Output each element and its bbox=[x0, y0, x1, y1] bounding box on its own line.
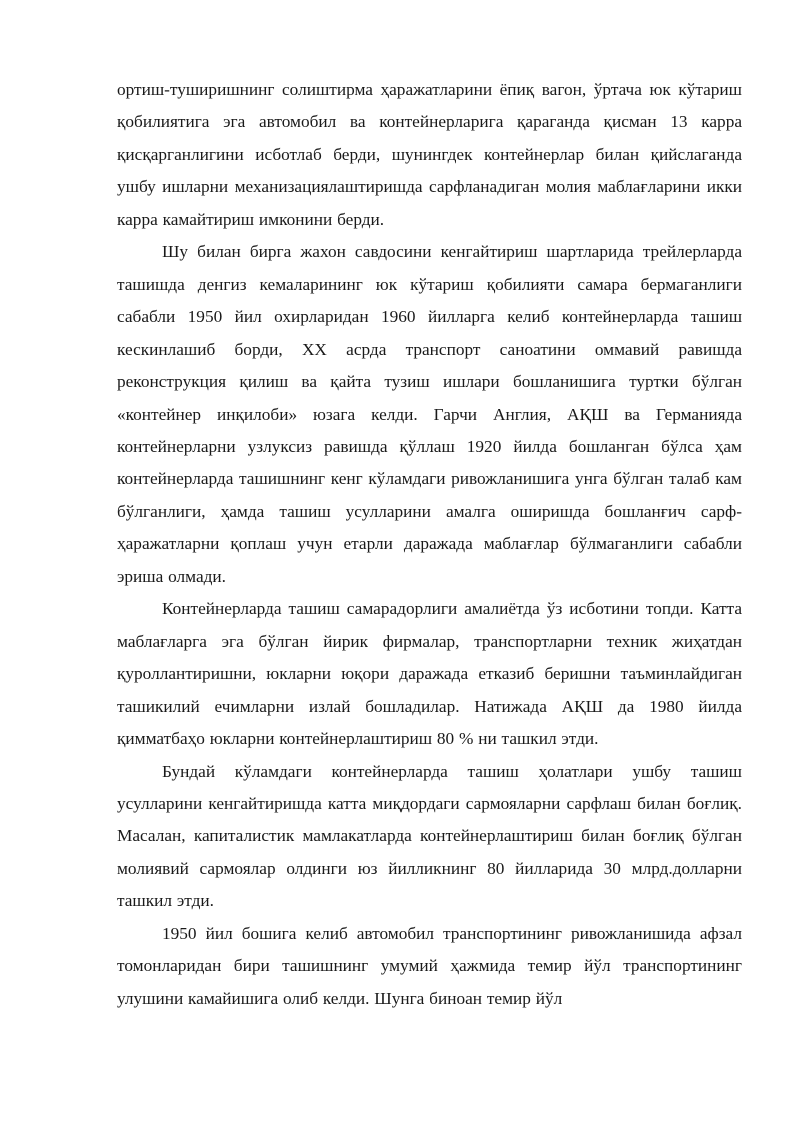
paragraph-2: Шу билан бирга жахон савдосини кенгайтириш шартларида трейлерларда ташишда денгиз кемаларининг юк кўтариш қобилияти самара бермаганлиги сабабли 1950 йил охирларидан 1960 йилларга келиб контейнерларда ташиш кескинлашиб борди, XX асрда транспорт саноатини оммавий равишда реконструкция қилиш ва қайта тузиш ишлари бошланишига туртки бўлган «контейнер инқилоби» юзага келди. Гарчи Англия, АҚШ ва Германияда контейнерларни узлуксиз равишда қўллаш 1920 йилда бошланган бўлса ҳам контейнерларда ташишнинг кенг кўламдаги ривожланишига унга бўлган талаб кам бўлганлиги, ҳамда ташиш усулларини амалга оширишда бошланғич сарф-ҳаражатларни қоплаш учун етарли даражада маблағлар бўлмаганлиги сабабли эриша олмади. bbox=[117, 242, 742, 586]
paragraph-1: ортиш-туширишнинг солиштирма ҳаражатларини ёпиқ вагон, ўртача юк кўтариш қобилиятига эга автомобил ва контейнерларига қараганда қисман 13 карра қисқарганлигини исботлаб берди, шунингдек контейнерлар билан қийслаганда ушбу ишларни механизациялаштиришда сарфланадиган молия маблағларини икки карра камайтириш имконини берди. bbox=[117, 80, 742, 229]
paragraph-4: Бундай кўламдаги контейнерларда ташиш ҳолатлари ушбу ташиш усулларини кенгайтиришда катта миқдордаги сармояларни сарфлаш билан боғлиқ. Масалан, капиталистик мамлакатларда контейнерлаштириш билан боғлиқ бўлган молиявий сармоялар олдинги юз йилликнинг 80 йилларида 30 млрд.долларни ташкил этди. bbox=[117, 761, 742, 911]
paragraph-5: 1950 йил бошига келиб автомобил транспортининг ривожланишида афзал томонларидан бири ташишнинг умумий ҳажмида темир йўл транспортининг улушини камайишига олиб келди. Шунга биноан темир йўл bbox=[117, 923, 742, 1008]
body-text bbox=[117, 74, 742, 1015]
paragraph-3: Контейнерларда ташиш самарадорлиги амалиётда ўз исботини топди. Катта маблағларга эга бўлган йирик фирмалар, транспортларни техник жиҳатдан қуроллантиришни, юкларни юқори даражада етказиб беришни таъминлайдиган ташикилий ечимларни излай бошладилар. Натижада АҚШ да 1980 йилда қимматбаҳо юкларни контейнерлаштириш 80 % ни ташкил этди. bbox=[117, 599, 742, 749]
